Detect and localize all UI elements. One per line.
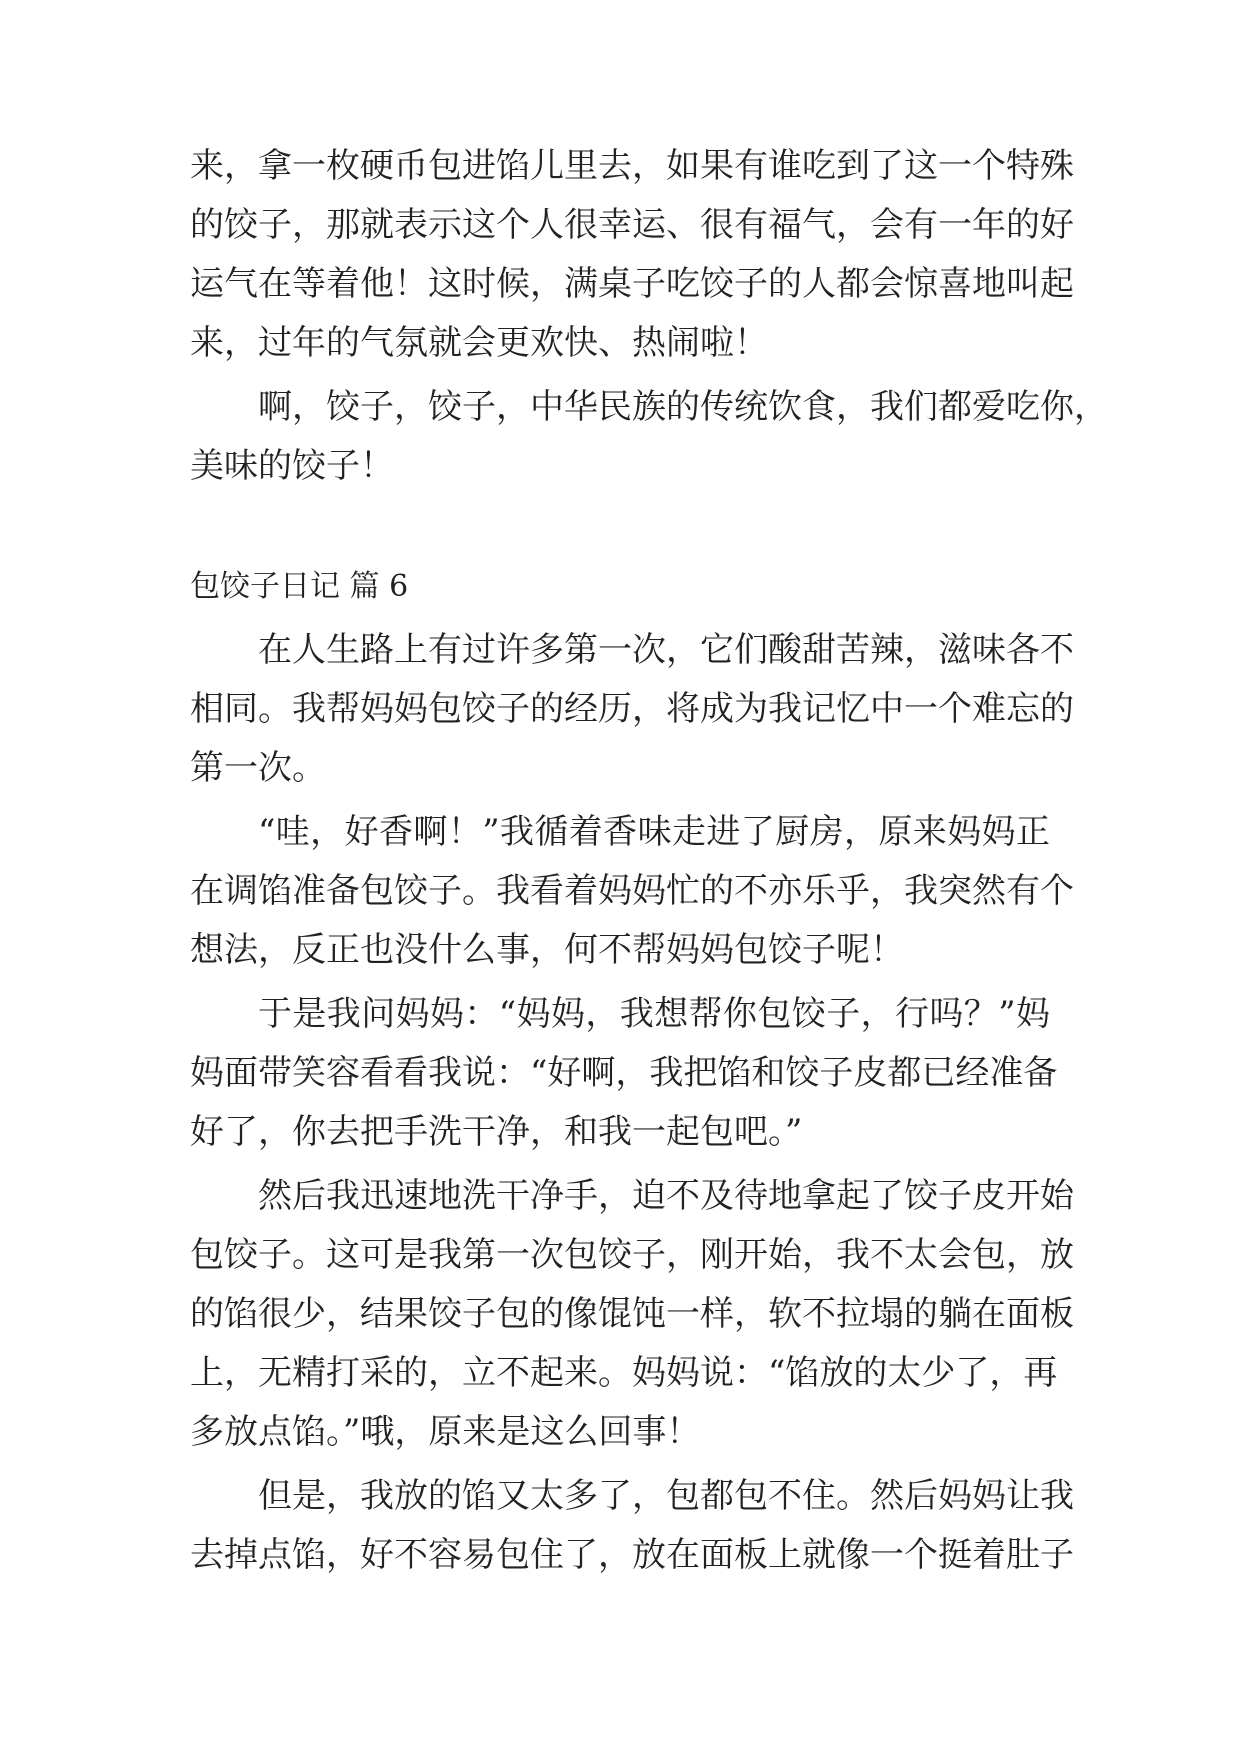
paragraph-5-line-2: 妈面带笑容看看我说：“好啊，我把馅和饺子皮都已经准备: [190, 1053, 1058, 1093]
paragraph-1-line-4: 来，过年的气氛就会更欢快、热闹啦！: [190, 323, 768, 363]
paragraph-6-line-1: 然后我迅速地洗干净手，迫不及待地拿起了饺子皮开始: [258, 1176, 1074, 1216]
paragraph-6-line-4: 上，无精打采的，立不起来。妈妈说：“馅放的太少了，再: [190, 1353, 1058, 1393]
paragraph-3-line-2: 相同。我帮妈妈包饺子的经历，将成为我记忆中一个难忘的: [190, 689, 1074, 729]
paragraph-5-line-3: 好了，你去把手洗干净，和我一起包吧。”: [190, 1112, 803, 1152]
paragraph-5-line-1: 于是我问妈妈：“妈妈，我想帮你包饺子，行吗？”妈: [258, 994, 1050, 1034]
paragraph-4-line-3: 想法，反正也没什么事，何不帮妈妈包饺子呢！: [190, 930, 904, 970]
paragraph-7-line-1: 但是，我放的馅又太多了，包都包不住。然后妈妈让我: [258, 1476, 1074, 1516]
paragraph-2-line-2: 美味的饺子！: [190, 446, 394, 486]
paragraph-1-line-3: 运气在等着他！这时候，满桌子吃饺子的人都会惊喜地叫起: [190, 264, 1074, 304]
paragraph-2-line-1: 啊，饺子，饺子，中华民族的传统饮食，我们都爱吃你，: [258, 387, 1108, 427]
paragraph-6-line-2: 包饺子。这可是我第一次包饺子，刚开始，我不太会包，放: [190, 1235, 1074, 1275]
section-heading: 包饺子日记 篇 6: [190, 569, 409, 604]
paragraph-3-line-1: 在人生路上有过许多第一次，它们酸甜苦辣，滋味各不: [258, 630, 1074, 670]
paragraph-1-line-1: 来，拿一枚硬币包进馅儿里去，如果有谁吃到了这一个特殊: [190, 146, 1074, 186]
paragraph-4-line-2: 在调馅准备包饺子。我看着妈妈忙的不亦乐乎，我突然有个: [190, 871, 1074, 911]
paragraph-6-line-3: 的馅很少，结果饺子包的像馄饨一样，软不拉塌的躺在面板: [190, 1294, 1074, 1334]
paragraph-1-line-2: 的饺子，那就表示这个人很幸运、很有福气，会有一年的好: [190, 205, 1074, 245]
paragraph-7-line-2: 去掉点馅，好不容易包住了，放在面板上就像一个挺着肚子: [190, 1535, 1074, 1575]
paragraph-4-line-1: “哇，好香啊！”我循着香味走进了厨房，原来妈妈正: [258, 812, 1050, 852]
paragraph-3-line-3: 第一次。: [190, 748, 326, 788]
paragraph-6-line-5: 多放点馅。”哦，原来是这么回事！: [190, 1412, 701, 1452]
